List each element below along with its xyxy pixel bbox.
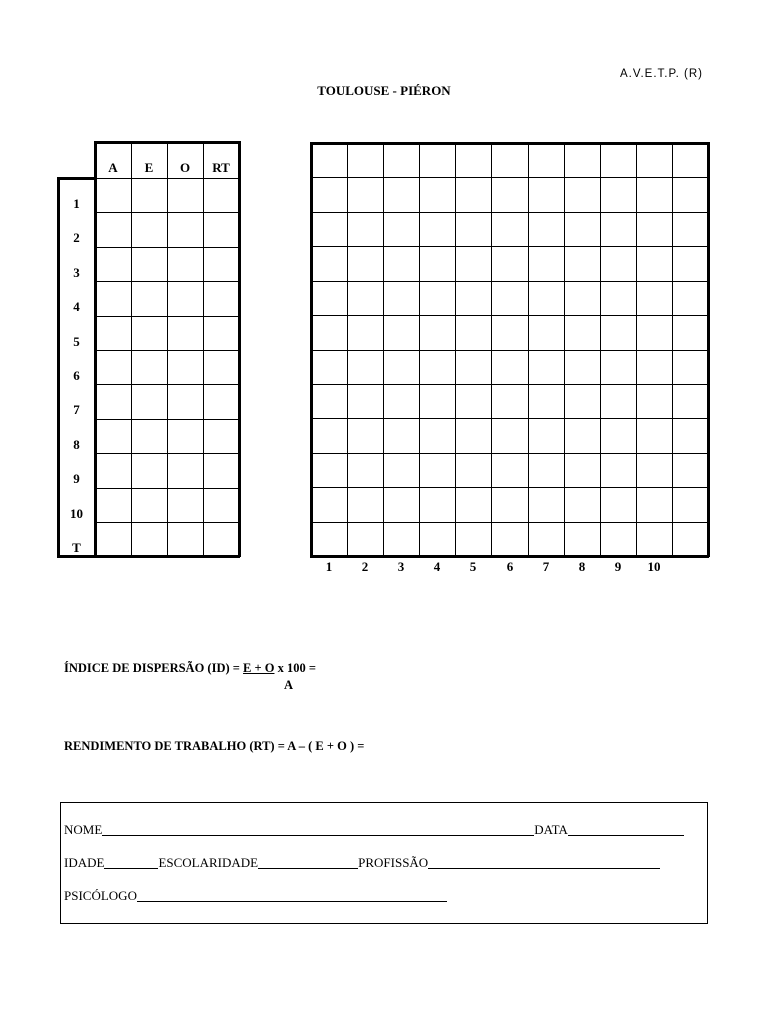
score-table-row-label: 5	[73, 333, 80, 349]
escolaridade-label: ESCOLARIDADE	[158, 855, 259, 870]
profissao-field[interactable]	[428, 855, 660, 869]
form-code: A.V.E.T.P. (R)	[619, 68, 703, 80]
plot-grid-top-border	[310, 142, 709, 145]
page-title: TOULOUSE - PIÉRON	[317, 83, 451, 98]
plot-grid-row-line	[311, 418, 708, 419]
plot-grid-x-label: 1	[325, 559, 333, 574]
id-prefix: ÍNDICE DE DISPERSÃO (ID) =	[64, 661, 240, 675]
score-table-column-header: E	[144, 160, 154, 175]
id-suffix: x 100 =	[277, 661, 316, 675]
plot-grid-row-line	[311, 487, 708, 488]
plot-grid-row-line	[311, 246, 708, 247]
score-table-row-label: 2	[73, 230, 80, 246]
score-table-row-line	[95, 212, 239, 213]
plot-grid-row-line	[311, 281, 708, 282]
score-table-row-line	[95, 488, 239, 489]
plot-grid-row-line	[311, 350, 708, 351]
score-table-row-label: 10	[70, 505, 83, 521]
psicologo-row	[64, 886, 704, 904]
score-table-row-label: 1	[73, 196, 80, 211]
score-table-header-bottom-line	[95, 178, 239, 179]
score-table-row-line	[95, 281, 239, 282]
plot-grid-x-label: 10	[647, 559, 661, 574]
idade-label: IDADE	[64, 855, 105, 870]
score-table-column-header: O	[179, 160, 191, 175]
plot-grid-row-line	[311, 522, 708, 523]
idade-field[interactable]	[104, 855, 158, 869]
score-table-column-header: RT	[212, 160, 230, 175]
score-table-row-label: 6	[73, 368, 80, 383]
score-table-row-label: 8	[73, 436, 80, 452]
score-table-row-label: 7	[73, 402, 80, 418]
plot-grid-x-label: 3	[397, 559, 405, 574]
idade-row	[64, 853, 704, 871]
score-table-row-label: 3	[73, 264, 80, 280]
score-table-column-header: A	[108, 160, 118, 175]
plot-grid-row-line	[311, 384, 708, 385]
nome-row	[64, 820, 704, 838]
plot-grid-x-label: 6	[506, 559, 514, 574]
plot-grid-row-line	[311, 315, 708, 316]
score-table-row-line	[95, 384, 239, 385]
id-numerator: E + O	[243, 661, 275, 675]
score-table-row-line	[95, 316, 239, 317]
nome-label: NOME	[64, 822, 103, 837]
plot-grid-row-line	[311, 453, 708, 454]
nome-field[interactable]	[102, 822, 534, 836]
profissao-label: PROFISSÃO	[358, 855, 429, 870]
data-field[interactable]	[568, 822, 684, 836]
score-table-row-line	[95, 453, 239, 454]
plot-grid-row-line	[311, 177, 708, 178]
plot-grid-x-label: 5	[469, 559, 477, 574]
escolaridade-field[interactable]	[258, 855, 358, 869]
plot-grid-x-label: 8	[578, 559, 586, 574]
plot-grid-x-label: 9	[614, 559, 622, 574]
plot-grid-bottom-border	[310, 555, 709, 558]
info-box	[60, 802, 708, 924]
plot-grid-x-label: 2	[361, 559, 369, 574]
score-table-label-top-border	[57, 177, 95, 180]
score-table-row-label: 4	[73, 299, 80, 315]
plot-grid-x-label: 7	[542, 559, 550, 574]
plot-grid-row-line	[311, 212, 708, 213]
id-denominator: A	[284, 678, 294, 692]
score-table-row-line	[95, 522, 239, 523]
psicologo-label: PSICÓLOGO	[64, 888, 137, 903]
dispersion-index-formula	[64, 661, 316, 676]
score-table-row-line	[95, 247, 239, 248]
score-table-row-label: T	[72, 540, 81, 555]
data-label: DATA	[534, 822, 568, 837]
score-table-row-line	[95, 419, 239, 420]
psicologo-field[interactable]	[137, 888, 447, 902]
score-table-row-line	[95, 350, 239, 351]
plot-grid-x-label: 4	[433, 559, 441, 574]
work-yield-formula: RENDIMENTO DE TRABALHO (RT) = A – ( E + O ) =	[64, 739, 365, 753]
score-table-row-label: 9	[73, 471, 80, 487]
